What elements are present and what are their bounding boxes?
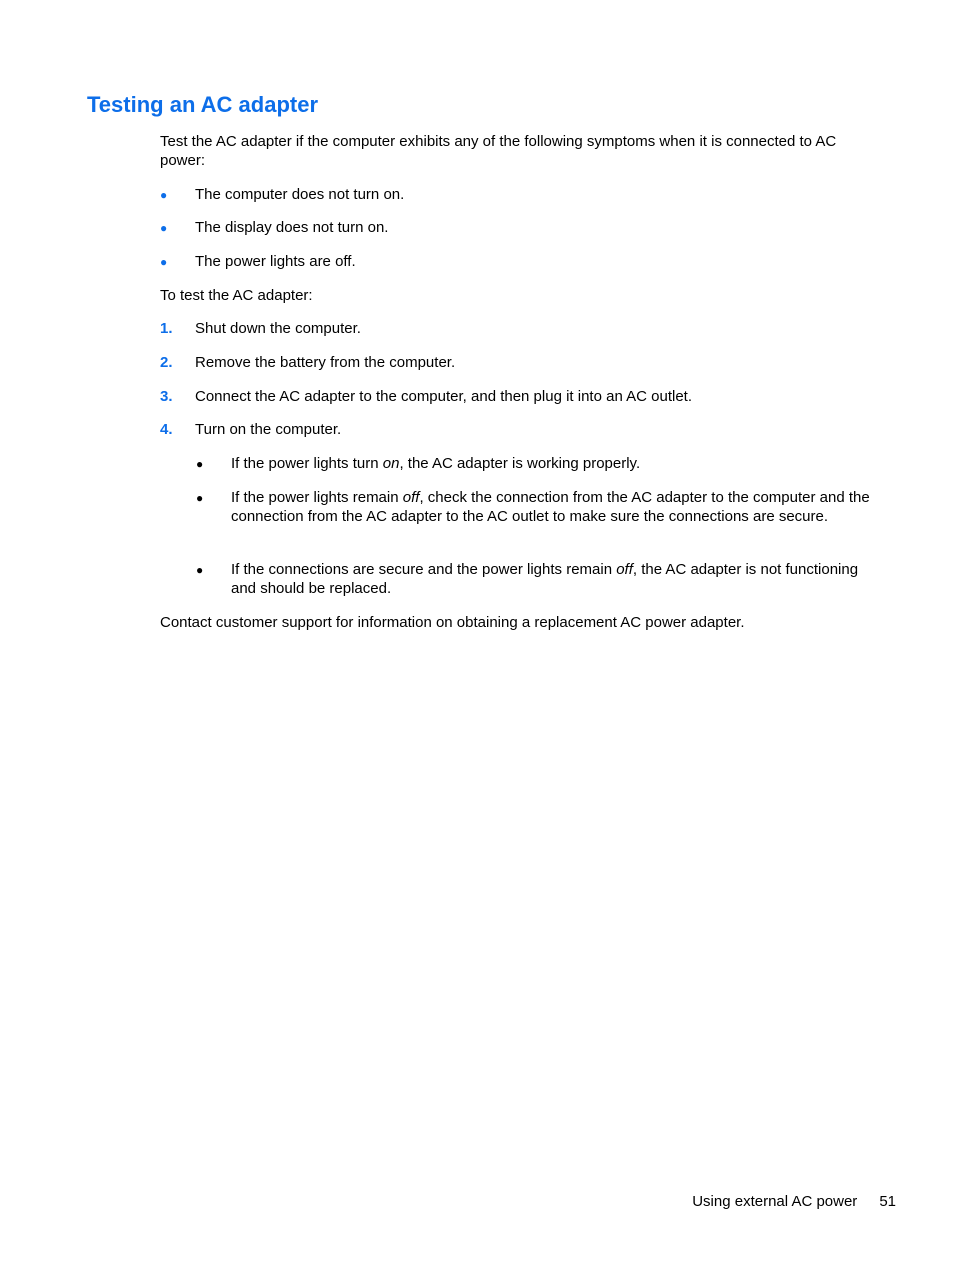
bullet-icon: ● (160, 255, 168, 269)
page-title: Testing an AC adapter (87, 92, 319, 117)
substep-text: If the connections are secure and the power lights remain off, the AC adapter is not functioning and should be replaced. (231, 561, 859, 597)
bullet-icon: ● (160, 221, 168, 235)
substep-text: If the power lights remain off, check the connection from the AC adapter to the computer and the connection from the AC adapter to the AC outlet to make sure the connections are secure. (231, 489, 870, 525)
bullet-icon: ● (160, 188, 168, 202)
closing-paragraph: Contact customer support for information on obtaining a replacement AC power adapter. (160, 614, 745, 631)
symptom-text: The power lights are off. (195, 253, 356, 270)
step-number: 2. (160, 354, 173, 371)
step-number: 4. (160, 421, 173, 438)
footer-section-title: Using external AC power (692, 1193, 858, 1210)
procedure-lead: To test the AC adapter: (160, 287, 313, 304)
page-footer (692, 1192, 896, 1211)
bullet-icon: ● (196, 457, 204, 471)
step-number: 3. (160, 388, 173, 405)
substep-text: If the power lights turn on, the AC adapter is working properly. (231, 455, 641, 472)
bullet-icon: ● (196, 491, 204, 505)
intro-paragraph: Test the AC adapter if the computer exhibits any of the following symptoms when it is connected to AC power: (160, 133, 837, 169)
step-text: Turn on the computer. (195, 421, 342, 438)
step-number: 1. (160, 320, 173, 337)
symptom-text: The display does not turn on. (195, 219, 389, 236)
page-number: 51 (879, 1193, 896, 1210)
bullet-icon: ● (196, 563, 204, 577)
symptom-text: The computer does not turn on. (195, 186, 405, 203)
step-text: Connect the AC adapter to the computer, and then plug it into an AC outlet. (195, 388, 692, 405)
step-text: Remove the battery from the computer. (195, 354, 456, 371)
step-text: Shut down the computer. (195, 320, 361, 337)
